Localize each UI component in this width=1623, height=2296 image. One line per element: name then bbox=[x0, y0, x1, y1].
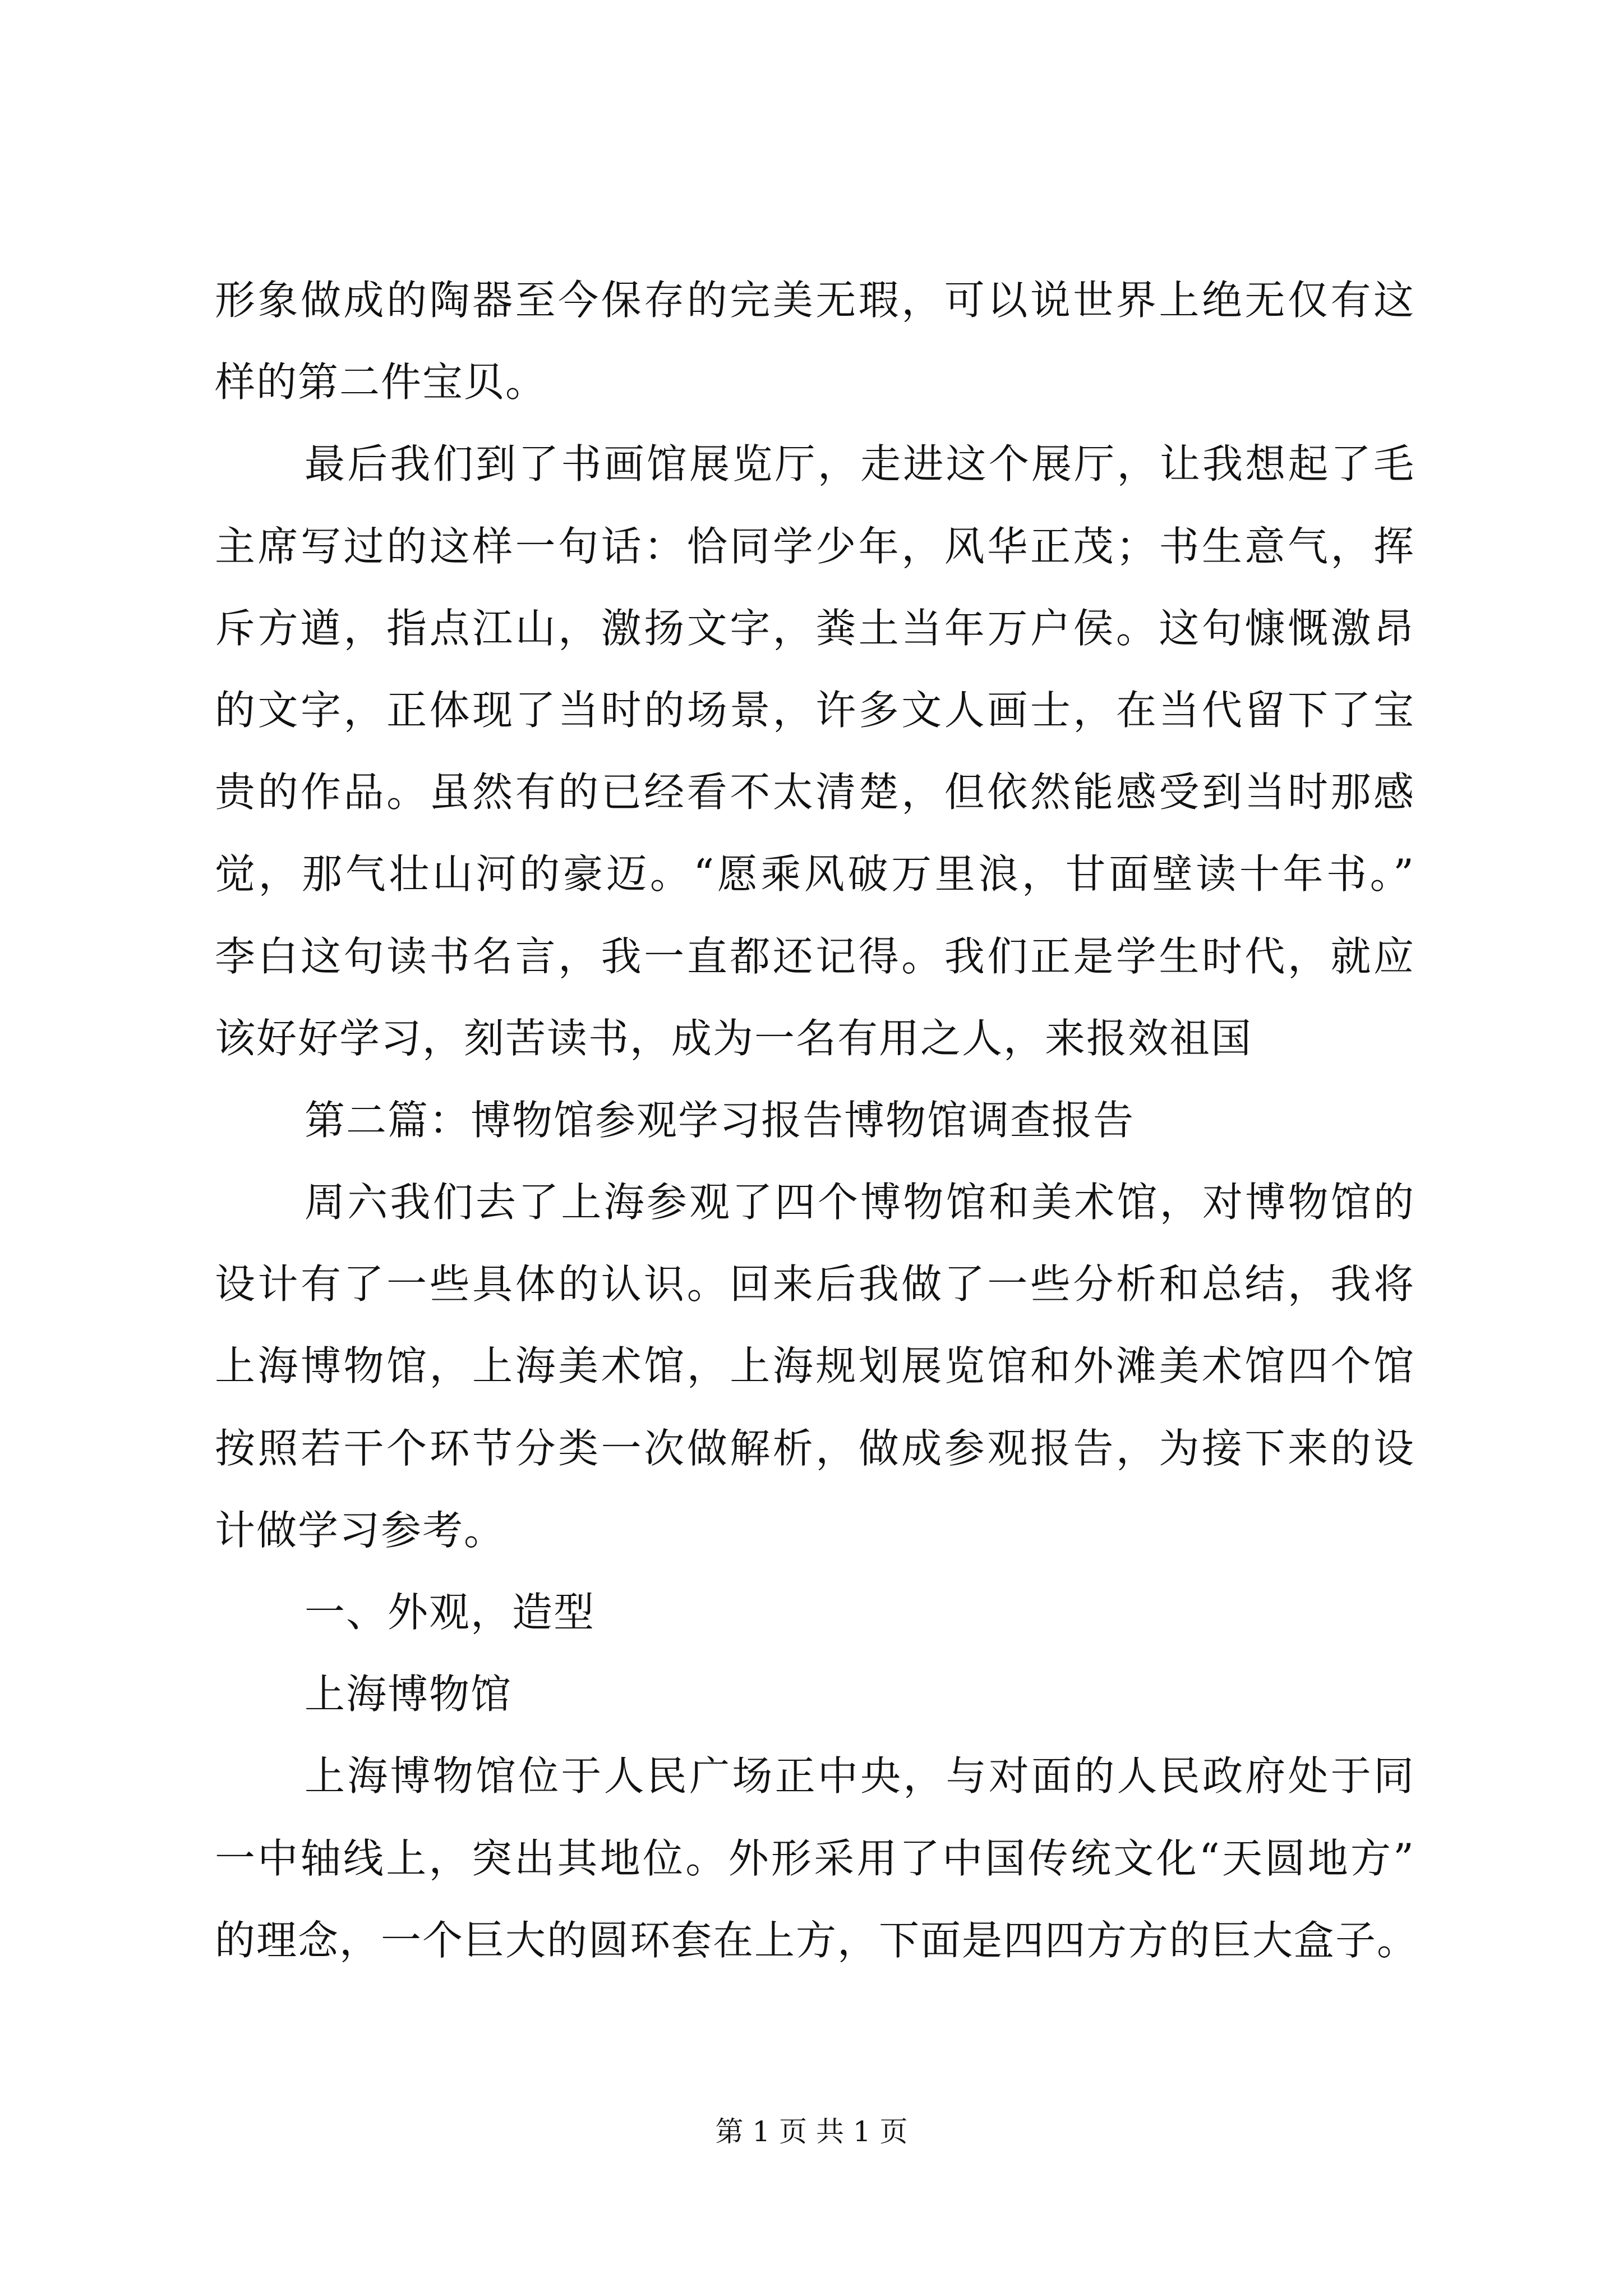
text-line: 上海博物馆，上海美术馆，上海规划展览馆和外滩美术馆四个馆 bbox=[215, 1342, 1415, 1390]
document-body bbox=[215, 259, 1419, 1981]
text-line: 一中轴线上，突出其地位。外形采用了中国传统文化“天圆地方” bbox=[215, 1834, 1415, 1882]
paragraph-start-line: 最后我们到了书画馆展览厅，走进这个展厅，让我想起了毛 bbox=[305, 440, 1415, 488]
text-line: 形象做成的陶器至今保存的完美无瑕，可以说世界上绝无仅有这 bbox=[215, 277, 1415, 324]
text-line: 主席写过的这样一句话：恰同学少年，风华正茂；书生意气，挥 bbox=[215, 522, 1415, 570]
subsection-title: 上海博物馆 bbox=[305, 1671, 513, 1718]
text-line: 贵的作品。虽然有的已经看不太清楚，但依然能感受到当时那感 bbox=[215, 769, 1415, 816]
text-line: 的理念，一个巨大的圆环套在上方，下面是四四方方的巨大盒子。 bbox=[215, 1916, 1419, 1964]
section-heading: 第二篇：博物馆参观学习报告博物馆调查报告 bbox=[305, 1096, 1135, 1144]
text-line: 计做学习参考。 bbox=[215, 1506, 506, 1554]
text-line: 该好好学习，刻苦读书，成为一名有用之人，来报效祖国 bbox=[215, 1014, 1253, 1062]
subsection-heading: 一、外观，造型 bbox=[305, 1589, 596, 1636]
page-footer: 第 1 页 共 1 页 bbox=[715, 2115, 908, 2148]
text-line: 样的第二件宝贝。 bbox=[215, 358, 547, 406]
text-line: 按照若干个环节分类一次做解析，做成参观报告，为接下来的设 bbox=[215, 1424, 1415, 1472]
text-line: 设计有了一些具体的认识。回来后我做了一些分析和总结，我将 bbox=[215, 1260, 1415, 1308]
paragraph-start-line: 上海博物馆位于人民广场正中央，与对面的人民政府处于同 bbox=[305, 1752, 1415, 1800]
paragraph-start-line: 周六我们去了上海参观了四个博物馆和美术馆，对博物馆的 bbox=[305, 1179, 1415, 1226]
text-line: 觉，那气壮山河的豪迈。“愿乘风破万里浪，甘面壁读十年书。” bbox=[215, 850, 1415, 898]
text-line: 李白这句读书名言，我一直都还记得。我们正是学生时代，就应 bbox=[215, 932, 1415, 980]
text-line: 斥方遒，指点江山，激扬文字，粪土当年万户侯。这句慷慨激昂 bbox=[215, 604, 1415, 652]
text-line: 的文字，正体现了当时的场景，许多文人画士，在当代留下了宝 bbox=[215, 686, 1415, 734]
